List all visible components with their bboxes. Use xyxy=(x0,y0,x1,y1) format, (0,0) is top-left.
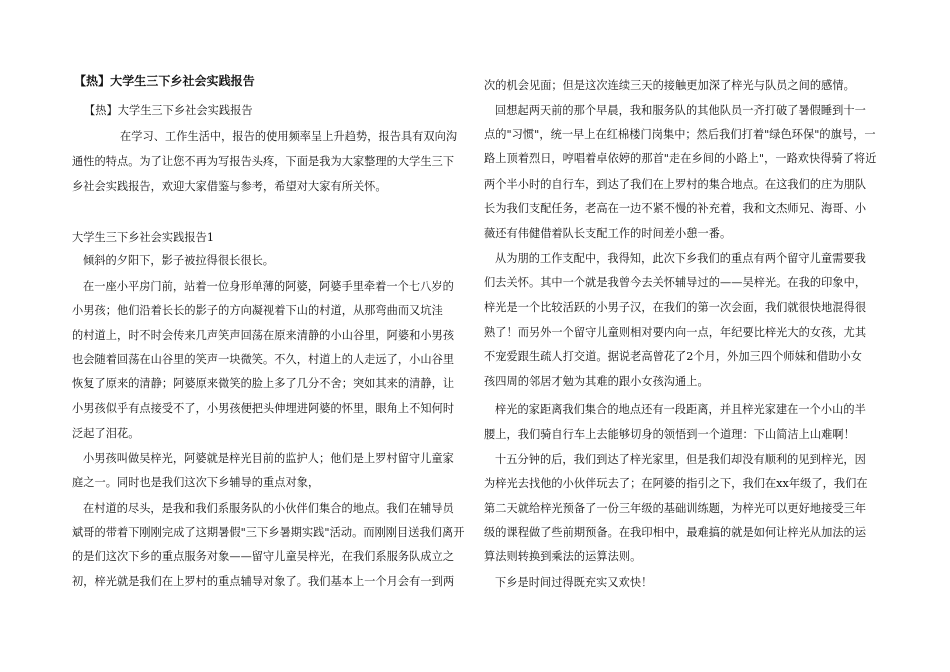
paragraph-line: 初，梓光就是我们在上罗村的重点辅导对象了。我们基本上一个月会有一到两 xyxy=(72,575,455,588)
paragraph-line: 恢复了原来的清静；阿婆原来微笑的脸上多了几分不舍；突如其来的清静，让 xyxy=(72,377,455,390)
paragraph-line: 下乡是时间过得既充实又欢快！ xyxy=(495,576,653,589)
paragraph-line: 在一座小平房门前，站着一位身形单薄的阿婆，阿婆手里牵着一个七八岁的 xyxy=(83,280,454,293)
paragraph-line: 两个半小时的自行车，到达了我们在上罗村的集合地点。在这我们的庄为朋队 xyxy=(484,178,867,191)
paragraph-line: 的是们这次下乡的重点服务对象——留守儿童吴梓光，在我们系服务队成立之 xyxy=(72,550,455,563)
paragraph-line: 次的机会见面；但是这次连续三天的接触更加深了梓光与队员之间的感情。 xyxy=(484,79,855,92)
paragraph-line: 的村道上，时不时会传来几声笑声回荡在原来清静的小山谷里，阿婆和小男孩 xyxy=(72,329,455,342)
paragraph-line: 乡社会实践报告，欢迎大家借鉴与参考，希望对大家有所关怀。 xyxy=(72,180,387,193)
section-heading: 大学生三下乡社会实践报告1 xyxy=(72,231,215,244)
paragraph-line: 不宠爱跟生疏人打交道。据说老高曾花了2个月，外加三四个师妹和借助小女 xyxy=(484,350,863,363)
subtitle: 【热】大学生三下乡社会实践报告 xyxy=(84,104,253,117)
paragraph-line: 为梓光去找他的小伙伴玩去了；在阿婆的指引之下，我们在xx年级了，我们在 xyxy=(484,477,868,490)
paragraph-line: 小男孩叫做吴梓光，阿婆就是梓光目前的监护人；他们是上罗村留守儿童家 xyxy=(83,452,454,465)
paragraph-line: 路上顶着烈日，哼唱着卓依婷的那首"走在乡间的小路上"，一路欢快得骑了将近 xyxy=(484,152,877,165)
paragraph-line: 薇还有伟健借着队长支配工作的时间差小憩一番。 xyxy=(484,227,732,240)
paragraph-line: 也会随着回荡在山谷里的笑声一块微笑。不久，村道上的人走远了，小山谷里 xyxy=(72,353,455,366)
paragraph-line: 熟了！而另外一个留守儿童则相对要内向一点，年纪要比梓光大的女孩，尤其 xyxy=(484,326,867,339)
paragraph-line: 级的课程做了些前期预备。在我印相中，最难搞的就是如何让梓光从加法的运 xyxy=(484,526,867,539)
paragraph-line: 算法则转换到乘法的运算法则。 xyxy=(484,550,642,563)
paragraph-line: 从为朋的工作支配中，我得知，此次下乡我们的重点有两个留守儿童需要我 xyxy=(495,252,866,265)
paragraph-line: 斌哥的带着下刚刚完成了这期暑假"三下乡暑期实践"活动。而刚刚目送我们离开 xyxy=(72,526,465,539)
paragraph-line: 十五分钟的后，我们到达了梓光家里，但是我们却没有顺利的见到梓光，因 xyxy=(495,453,866,466)
paragraph-line: 孩四周的邻居才勉为其难的跟小女孩沟通上。 xyxy=(484,375,709,388)
paragraph-line: 们去关怀。其中一个就是我曾今去关怀辅导过的——吴梓光。在我的印象中， xyxy=(484,276,867,289)
paragraph-line: 泛起了泪花。 xyxy=(72,427,140,440)
paragraph-line: 腰上，我们骑自行车上去能够切身的领悟到一个道理：下山简洁上山难啊！ xyxy=(484,428,855,441)
paragraph-line: 倾斜的夕阳下，影子被拉得很长很长。 xyxy=(83,254,275,267)
paragraph-line: 梓光的家距离我们集合的地点还有一段距离，并且梓光家建在一个小山的半 xyxy=(495,403,866,416)
paragraph-line: 长为我们支配任务，老高在一边不紧不慢的补充着，我和文杰师兄、海哥、小 xyxy=(484,202,867,215)
paragraph-line: 小男孩；他们沿着长长的影子的方向凝视着下山的村道，从那弯曲而又坑洼 xyxy=(72,304,443,317)
paragraph-line: 梓光是一个比较活跃的小男子汉，在我们的第一次会面，我们就很快地混得很 xyxy=(484,301,867,314)
paragraph-line: 通性的特点。为了让您不再为写报告头疼，下面是我为大家整理的大学生三下 xyxy=(72,155,455,168)
paragraph-line: 庭之一。同时也是我们这次下乡辅导的重点对象， xyxy=(72,476,320,489)
paragraph-line: 回想起两天前的那个早晨，我和服务队的其他队员一齐打破了暑假睡到十一 xyxy=(495,104,866,117)
paragraph-line: 在村道的尽头，是我和我们系服务队的小伙伴们集合的地点。我们在辅导员 xyxy=(83,502,454,515)
paragraph-line: 小男孩似乎有点接受不了，小男孩便把头伸埋进阿婆的怀里，眼角上不知何时 xyxy=(72,402,455,415)
document-title: 【热】大学生三下乡社会实践报告 xyxy=(74,74,255,88)
paragraph-line: 第二天就给梓光预备了一份三年级的基础训练题，为梓光可以更好地接受三年 xyxy=(484,502,867,515)
paragraph-line: 点的"习惯"，统一早上在红棉楼门岗集中；然后我们打着"绿色环保"的旗号，一 xyxy=(484,128,876,141)
paragraph-line: 在学习、工作生活中，报告的使用频率呈上升趋势，报告具有双向沟 xyxy=(120,130,458,143)
